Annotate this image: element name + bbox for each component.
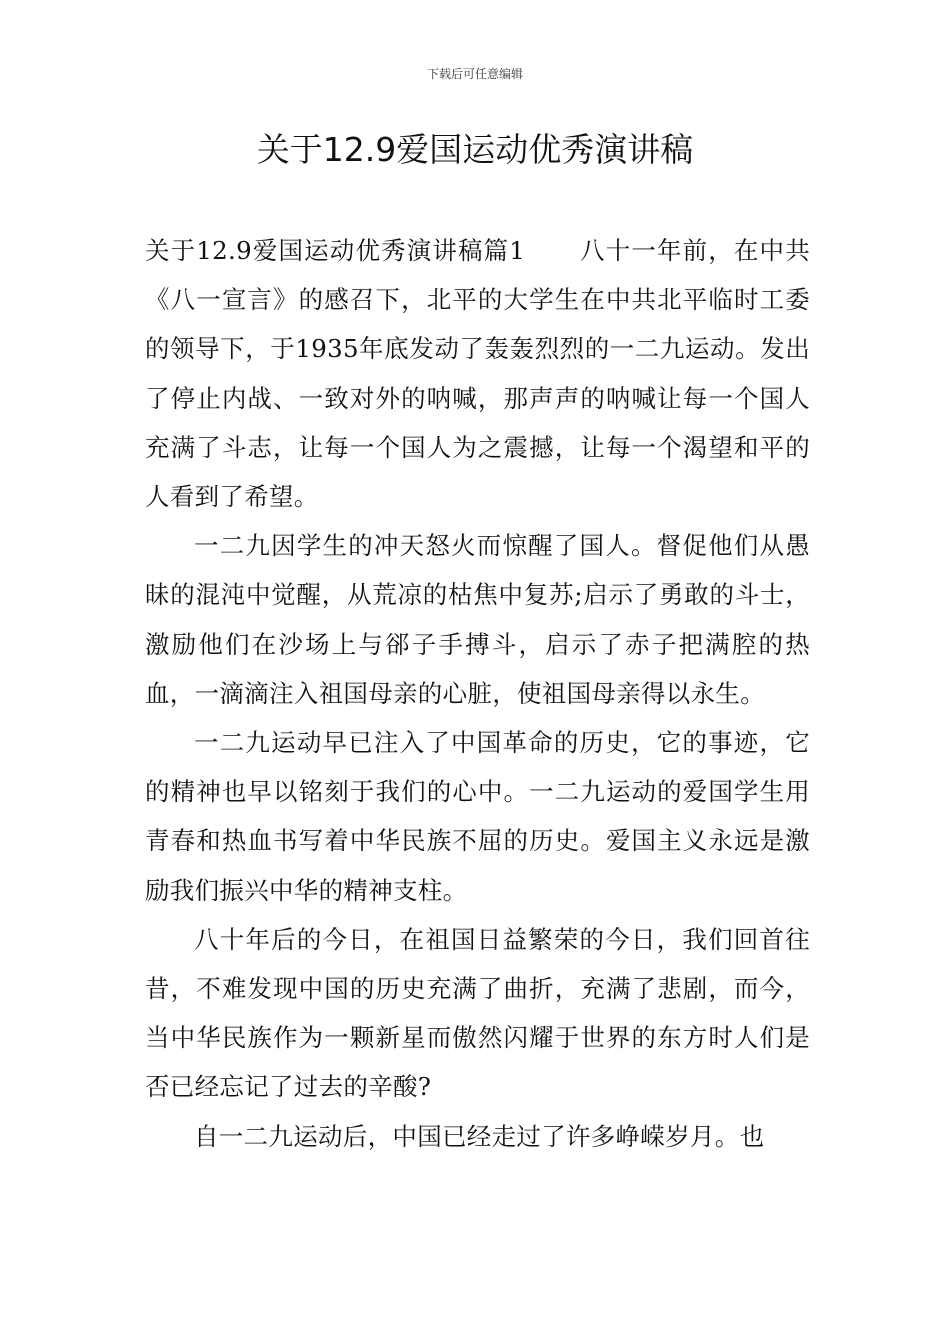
paragraph-2: 一二九因学生的冲天怒火而惊醒了国人。督促他们从愚昧的混沌中觉醒，从荒凉的枯焦中复苏;启示了勇敢的斗士，激励他们在沙场上与郤子手搏斗，启示了赤子把满腔的热血，一滴滴注入祖国母亲的心脏，使祖国母亲得以永生。 [145,531,810,708]
page-title: 关于12.9爱国运动优秀演讲稿 [256,130,694,169]
section-label: 关于12.9爱国运动优秀演讲稿篇1 [145,236,526,265]
paragraph-1-text: 八十一年前，在中共《八一宣言》的感召下，北平的大学生在中共北平临时工委的领导下，于1935年底发动了轰轰烈烈的一二九运动。发出了停止内战、一致对外的呐喊，那声声的呐喊让每一个国人充满了斗志，让每一个国人为之震撼，让每一个渴望和平的人看到了希望。 [145,236,810,512]
paragraph-1 [145,226,810,521]
paragraph-4: 八十年后的今日，在祖国日益繁荣的今日，我们回首往昔，不难发现中国的历史充满了曲折，充满了悲剧，而今，当中华民族作为一颗新星而傲然闪耀于世界的东方时人们是否已经忘记了过去的辛酸? [145,924,810,1102]
document-body [145,226,810,1161]
paragraph-5: 自一二九运动后，中国已经走过了许多峥嵘岁月。也 [194,1121,765,1151]
download-note: 下载后可任意编辑 [426,67,523,81]
paragraph-3: 一二九运动早已注入了中国革命的历史，它的事迹，它的精神也早以铭刻于我们的心中。一二九运动的爱国学生用青春和热血书写着中华民族不屈的历史。爱国主义永远是激励我们振兴中华的精神支柱。 [145,728,810,905]
